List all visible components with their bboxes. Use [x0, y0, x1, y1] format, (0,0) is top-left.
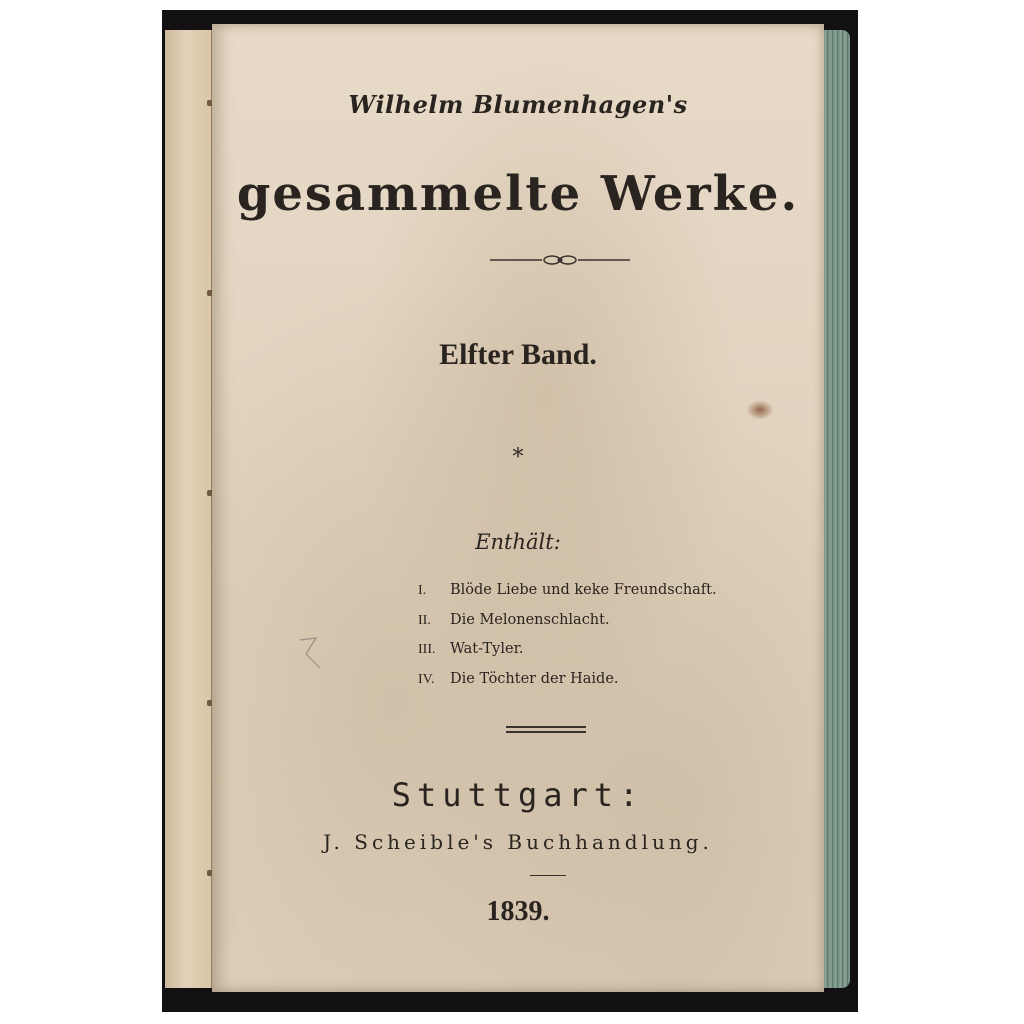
publication-year: 1839. — [486, 896, 550, 927]
item-numeral: IV. — [418, 671, 435, 687]
list-item — [418, 665, 717, 695]
author-line: Wilhelm Blumenhagen's — [348, 90, 688, 119]
list-item — [418, 576, 717, 606]
item-title: Blöde Liebe und keke Freundschaft. — [450, 582, 717, 598]
paper-stain — [746, 400, 774, 420]
item-title: Wat-Tyler. — [450, 641, 524, 657]
ornamental-rule — [490, 250, 630, 270]
publisher-name: J. Scheible's Buchhandlung. — [323, 830, 713, 854]
item-title: Die Melonenschlacht. — [450, 611, 610, 628]
item-numeral: II. — [418, 612, 431, 628]
double-rule-divider — [506, 726, 586, 736]
short-rule-divider — [530, 875, 566, 876]
left-page-leaf — [165, 30, 213, 988]
asterisk-mark: * — [512, 445, 524, 470]
contents-heading: Enthält: — [475, 530, 561, 554]
publication-city: Stuttgart: — [391, 776, 645, 814]
volume-label: Elfter Band. — [439, 338, 597, 371]
list-item — [418, 606, 717, 636]
item-numeral: III. — [418, 642, 436, 657]
item-numeral: I. — [418, 583, 427, 598]
title-page — [212, 24, 824, 992]
contents-list — [418, 576, 717, 694]
work-title: gesammelte Werke. — [236, 166, 800, 222]
item-title: Die Töchter der Haide. — [450, 670, 619, 687]
pencil-mark — [296, 634, 324, 674]
list-item — [418, 635, 717, 665]
